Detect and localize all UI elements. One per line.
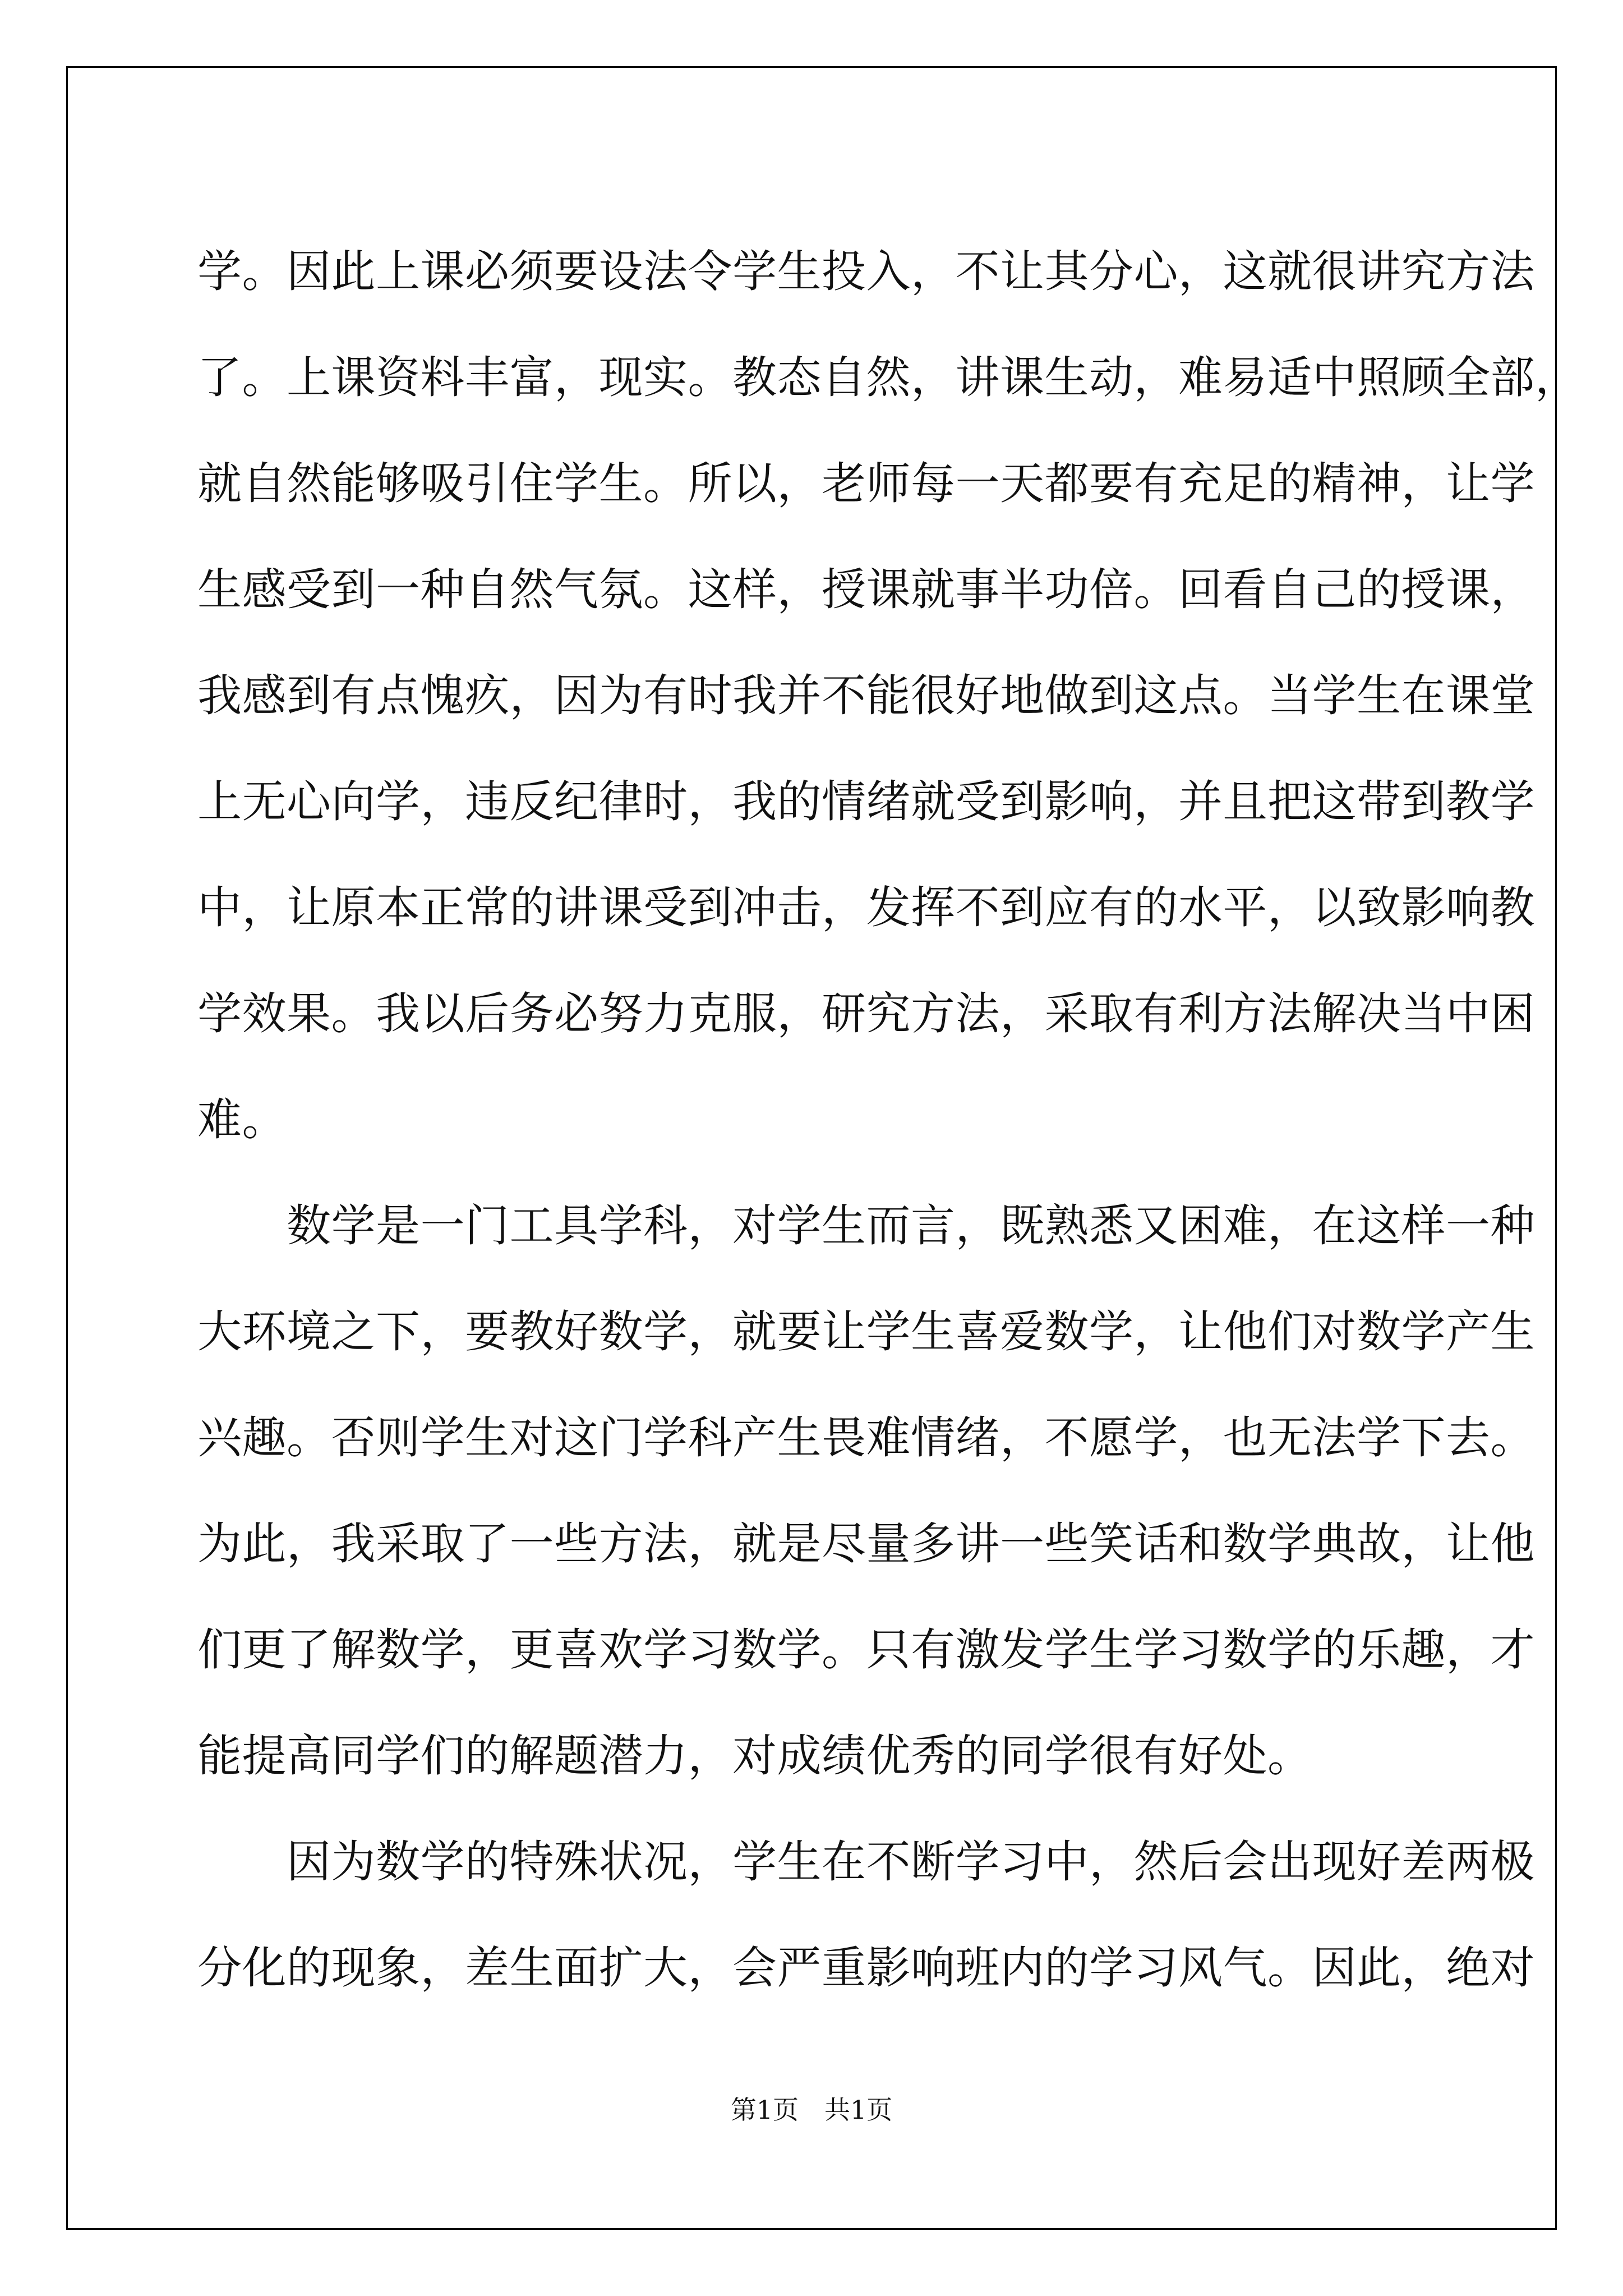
document-body	[197, 219, 1580, 2021]
text-line: 们更了解数学，更喜欢学习数学。只有激发学生学习数学的乐趣，才	[197, 1624, 1535, 1676]
text-line: 数学是一门工具学科，对学生而言，既熟悉又困难，在这样一种	[197, 1200, 1535, 1251]
text-line: 学。因此上课必须要设法令学生投入，不让其分心，这就很讲究方法	[197, 246, 1535, 297]
text-line: 为此，我采取了一些方法，就是尽量多讲一些笑话和数学典故，让他	[197, 1518, 1535, 1570]
page-number-label: 第1页 共1页	[730, 2095, 893, 2125]
page-footer	[0, 2090, 1623, 2127]
text-line: 了。上课资料丰富，现实。教态自然，讲课生动，难易适中照顾全部，	[197, 352, 1580, 403]
text-line: 中，让原本正常的讲课受到冲击，发挥不到应有的水平，以致影响教	[197, 882, 1535, 933]
text-line: 兴趣。否则学生对这门学科产生畏难情绪，不愿学，也无法学下去。	[197, 1412, 1535, 1464]
text-line: 生感受到一种自然气氛。这样，授课就事半功倍。回看自己的授课，	[197, 564, 1535, 615]
text-line: 上无心向学，违反纪律时，我的情绪就受到影响，并且把这带到教学	[197, 776, 1535, 827]
text-line: 能提高同学们的解题潜力，对成绩优秀的同学很有好处。	[197, 1730, 1312, 1782]
text-line: 难。	[197, 1094, 287, 1145]
text-line: 就自然能够吸引住学生。所以，老师每一天都要有充足的精神，让学	[197, 458, 1535, 509]
text-line: 学效果。我以后务必努力克服，研究方法，采取有利方法解决当中困	[197, 988, 1535, 1039]
text-line: 因为数学的特殊状况，学生在不断学习中，然后会出现好差两极	[197, 1836, 1535, 1888]
text-line: 大环境之下，要教好数学，就要让学生喜爱数学，让他们对数学产生	[197, 1306, 1535, 1358]
text-line: 分化的现象，差生面扩大，会严重影响班内的学习风气。因此，绝对	[197, 1942, 1535, 1994]
text-line: 我感到有点愧疚，因为有时我并不能很好地做到这点。当学生在课堂	[197, 670, 1535, 721]
